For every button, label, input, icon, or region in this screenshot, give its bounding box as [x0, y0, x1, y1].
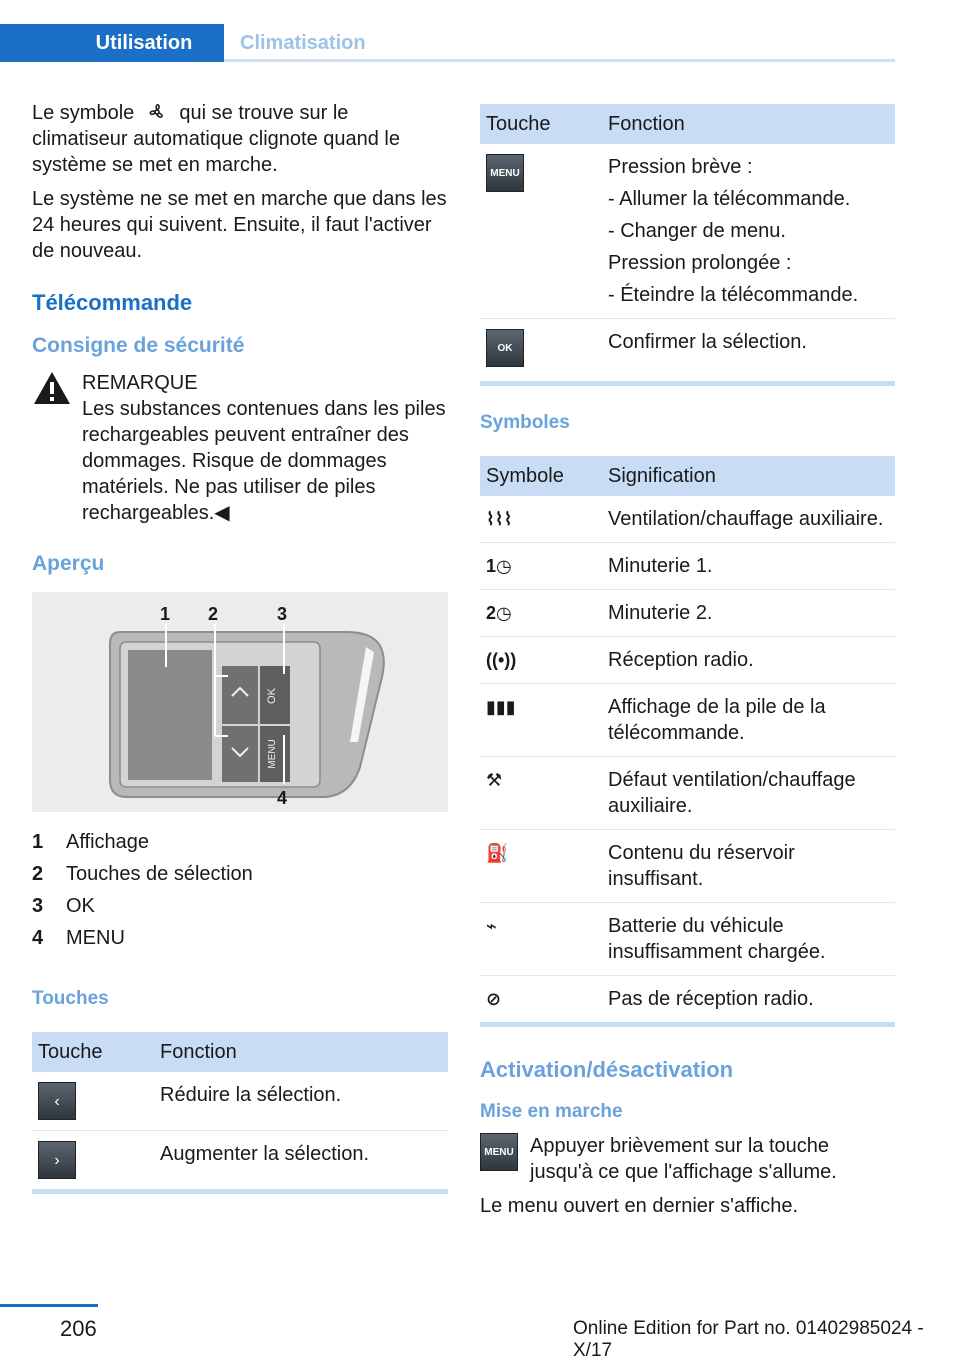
keys-table-right: [480, 104, 895, 381]
activation-subheading: Mise en marche: [480, 1101, 623, 1122]
timer-1-icon: 1◷: [486, 556, 512, 576]
warning-icon: [32, 370, 72, 406]
callout-4: 4: [277, 788, 288, 808]
intro-paragraph-1: Le symbole qui se trouve sur le climatiseur automatique clignote quand le système se met en marche.: [32, 102, 400, 176]
heat-waves-icon: ⌇⌇⌇: [486, 509, 513, 529]
intro-paragraph-2: Le système ne se met en marche que dans les 24 heures qui suivent. Ensuite, il faut l'activer de nouveau.: [32, 188, 447, 262]
battery-icon: ▮▮▮: [486, 697, 516, 717]
tab-climatisation[interactable]: Climatisation: [240, 31, 366, 54]
ok-key-icon: OK: [486, 329, 524, 367]
no-reception-icon: ⊘: [486, 989, 502, 1009]
callout-1: 1: [160, 604, 171, 624]
table-end-bar: [32, 1189, 448, 1194]
table-row: ⚒ Défaut ventilation/chauffage auxiliaire.: [480, 757, 895, 830]
menu-key-icon: MENU: [480, 1133, 518, 1171]
col-touche: Touche: [480, 104, 602, 144]
keys-table-left: [32, 1032, 448, 1189]
timer-2-icon: 2◷: [486, 603, 512, 623]
wrench-icon: ⚒: [486, 770, 503, 790]
table-row: ▮▮▮ Affichage de la pile de la télécommande.: [480, 684, 895, 757]
tab-utilisation[interactable]: Utilisation: [0, 24, 224, 62]
remote-illustration: [32, 592, 448, 812]
safety-title: REMARQUE: [82, 372, 198, 394]
table-row: 2◷ Minuterie 2.: [480, 590, 895, 637]
remote-key-ok: OK: [266, 688, 278, 704]
table-end-bar: [480, 381, 895, 386]
col-fonction: Fonction: [154, 1032, 448, 1072]
activation-after: Le menu ouvert en dernier s'affiche.: [480, 1195, 799, 1217]
table-row: ((•)) Réception radio.: [480, 637, 895, 684]
edition-text: Online Edition for Part no. 01402985024 - X/17: [573, 1318, 924, 1361]
activation-heading: Activation/désactivation: [480, 1057, 734, 1082]
fuel-pump-icon: ⛽: [486, 843, 509, 863]
table-row: ⛽ Contenu du réservoir insuffisant.: [480, 830, 895, 903]
remote-control-image: [32, 592, 448, 812]
legend-item: 3 OK: [32, 895, 95, 917]
table-row: ⊘ Pas de réception radio.: [486, 988, 814, 1010]
fan-icon: [140, 102, 174, 122]
right-column: [480, 104, 895, 1227]
overview-heading: Aperçu: [32, 552, 105, 575]
chevron-left-icon: ‹: [38, 1082, 76, 1120]
table-end-bar: [480, 1022, 895, 1027]
activation-step: MENU Appuyer brièvement sur la touche jusqu'à ce que l'affichage s'allume.: [480, 1133, 895, 1185]
footer-rule: [0, 1304, 98, 1307]
section-remote-heading: Télécommande: [32, 290, 193, 315]
safety-text: Les substances contenues dans les piles rechargeables peuvent entraîner des dommages. Risque de dommages matériels. Ne pas utiliser de piles rechargeables.◀: [82, 398, 446, 524]
radio-reception-icon: ((•)): [486, 650, 517, 670]
col-signification: Signification: [602, 456, 895, 496]
table-row: ⌇⌇⌇ Ventilation/chauffage auxiliaire.: [480, 496, 895, 543]
callout-3: 3: [277, 604, 288, 624]
safety-heading: Consigne de sécurité: [32, 334, 245, 357]
legend-item: 4 MENU: [32, 927, 125, 949]
safety-note: [32, 370, 448, 526]
header-tabs: [0, 24, 895, 62]
callout-2: 2: [208, 604, 219, 624]
overview-legend: [32, 826, 448, 954]
legend-item: 1 Affichage: [32, 831, 150, 853]
low-battery-icon: ⌁: [486, 916, 497, 936]
table-row: OK Confirmer la sélection.: [480, 319, 895, 382]
col-touche: Touche: [32, 1032, 154, 1072]
col-fonction: Fonction: [602, 104, 895, 144]
table-row: › Augmenter la sélection.: [32, 1131, 448, 1190]
left-column: [32, 100, 448, 1194]
chevron-right-icon: ›: [38, 1141, 76, 1179]
table-row: MENU Pression brève : - Allumer la télécommande. - Changer de menu. Pression prolongée : - Éteindre la télécommande.: [480, 144, 895, 319]
table-row: ‹ Réduire la sélection.: [32, 1072, 448, 1131]
keys-heading: Touches: [32, 988, 109, 1009]
table-row: ⌁ Batterie du véhicule insuffisamment chargée.: [480, 903, 895, 976]
page-number: 206: [60, 1316, 97, 1341]
legend-item: 2 Touches de sélection: [32, 863, 253, 885]
col-symbole: Symbole: [480, 456, 602, 496]
menu-key-icon: MENU: [486, 154, 524, 192]
symbols-heading: Symboles: [480, 412, 570, 433]
remote-key-menu: MENU: [267, 739, 278, 769]
symbols-table: [480, 456, 895, 1022]
table-row: 1◷ Minuterie 1.: [480, 543, 895, 590]
